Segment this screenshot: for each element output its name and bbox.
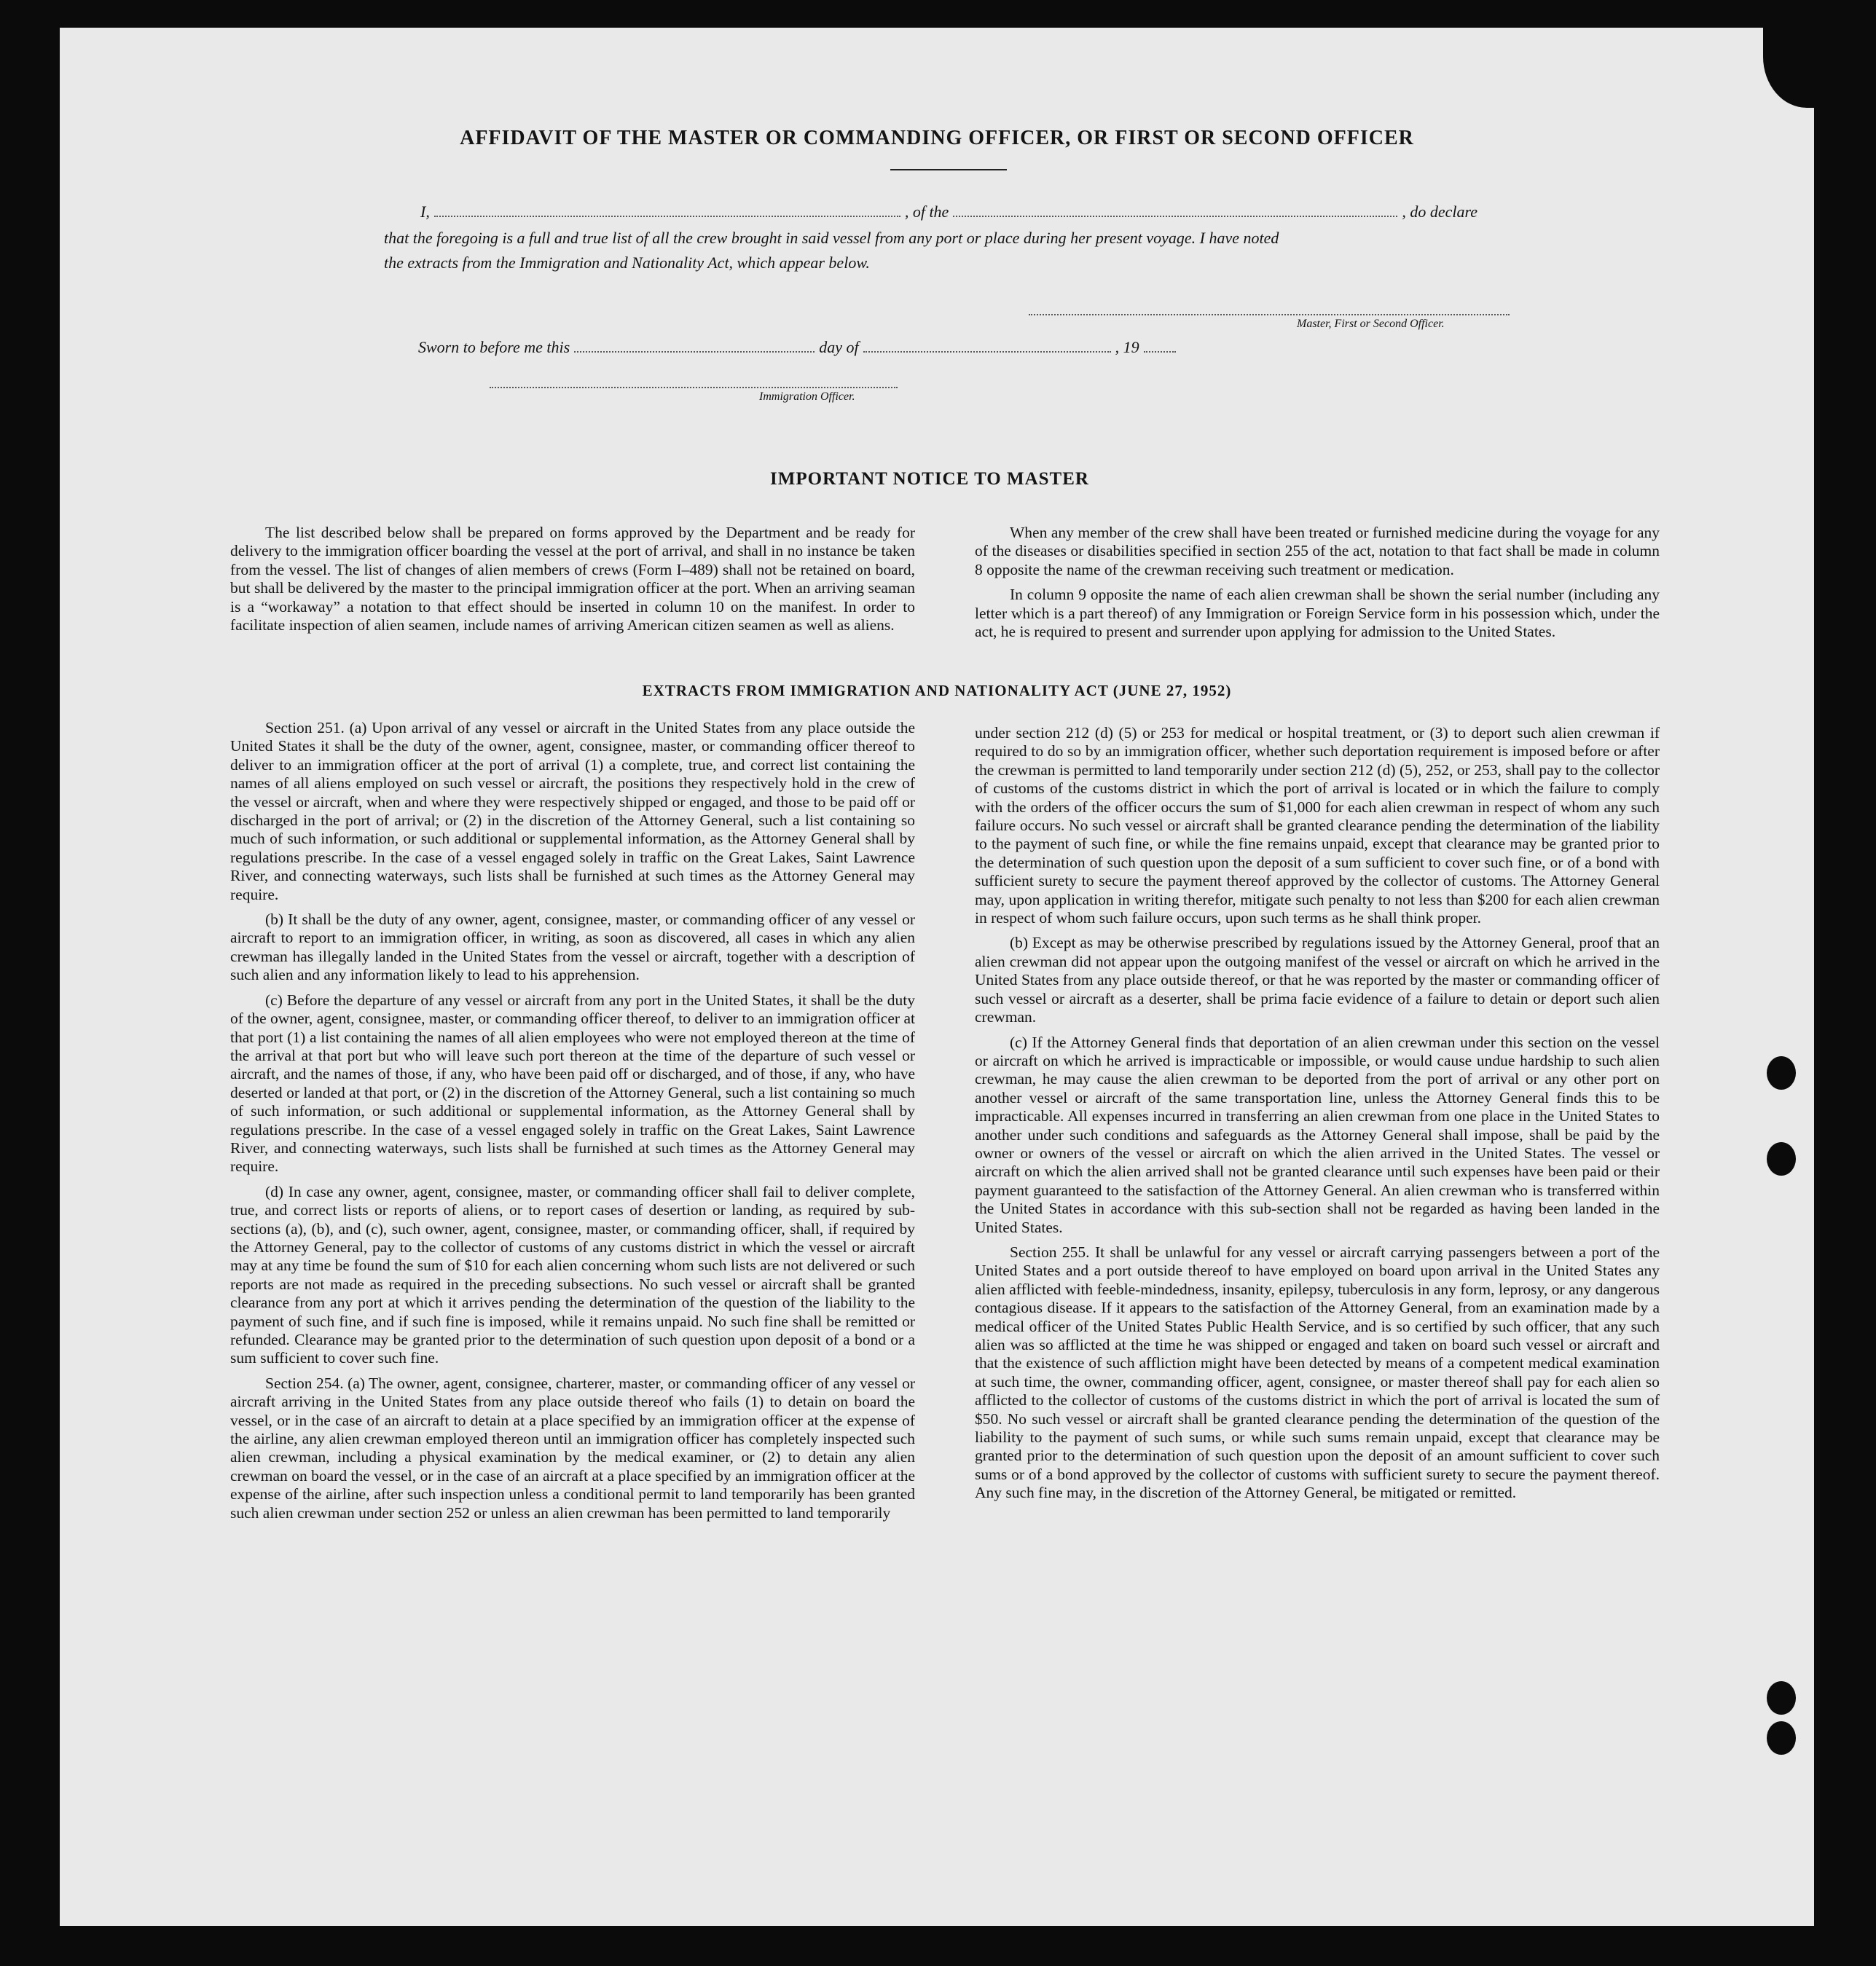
section-254-c: (c) If the Attorney General finds that deportation of an alien crewman under this section on the vessel or aircraft on which he arrived is impracticable or impossible, or would cause undue hardship to such alien crewman, he may cause the alien crewman to be deported from the port of arrival or any other port on another vessel or aircraft of the same transportation line, unless the Attorney General finds this to be impracticable. All expenses incurred in transferring an alien crewman from one place in the United States to another under such conditions and safeguards as the Attorney General shall impose, shall be paid by the owner or owners of the vessel or aircraft on which the alien arrived in the United States. The vessel or aircraft on which the alien arrived shall not be granted clearance until such expenses have been paid or their payment guaranteed to the satisfaction of the Attorney General. An alien crewman who is transferred within the United States in accordance with this sub-section shall not be regarded as having been landed in the United States.: [975, 1033, 1660, 1236]
notice-right-paragraph-1: When any member of the crew shall have been treated or furnished medicine during the voyage for any of the diseases or disabilities specified in section 255 of the act, notation to that fact shall be made in column 8 opposite the name of the crewman receiving such treatment or medication.: [975, 524, 1660, 578]
master-signature-line[interactable]: [1029, 313, 1510, 315]
year-label: , 19: [1115, 338, 1139, 356]
affidavit-declare: , do declare: [1402, 203, 1477, 221]
master-caption: Master, First or Second Officer.: [1297, 318, 1445, 330]
sworn-month-blank[interactable]: [863, 350, 1111, 353]
sworn-day-blank[interactable]: [574, 350, 815, 353]
punch-hole-3: [1767, 1681, 1796, 1715]
sworn-year-blank[interactable]: [1144, 350, 1176, 353]
notice-title: IMPORTANT NOTICE TO MASTER: [770, 469, 1089, 489]
section-251-b: (b) It shall be the duty of any owner, agent, consignee, master, or commanding officer of any vessel or aircraft to report to an immigration officer, in writing, as soon as discovered, all cases in which any alien crewman has illegally landed in the United States from the vessel or aircraft, together with a description of such alien and any information likely to lead to his apprehension.: [230, 911, 915, 984]
extracts-title: EXTRACTS FROM IMMIGRATION AND NATIONALITY ACT (JUNE 27, 1952): [642, 682, 1232, 699]
section-254-a-continued: under section 212 (d) (5) or 253 for medical or hospital treatment, or (3) to deport such alien crewman if required to do so by an immigration officer, whether such deportation requirement is imposed before or after the crewman is permitted to land temporarily under section 212 (d) (5), 252, or 253, shall pay to the collector of customs of the customs district in which the port of arrival is located or in which the failure to comply with the orders of the officer occurs the sum of $1,000 for each alien crewman in respect of whom any such failure occurs. No such vessel or aircraft shall be granted clearance pending the determination of the liability to the payment of such fine, or while the fine remains unpaid, except that clearance may be granted prior to the determination of such question upon the deposit of a sum sufficient to cover such fine, or of a bond with sufficient surety to secure the payment thereof approved by the collector of customs. The Attorney General may, upon application in writing therefor, mitigate such penalty to not less than $200 for each alien crewman in respect of whom such failure occurs, upon such terms as he shall think proper.: [975, 724, 1660, 927]
name-blank[interactable]: [434, 215, 900, 217]
notice-right-paragraph-2: In column 9 opposite the name of each alien crewman shall be shown the serial number (including any letter which is a part thereof) of any Immigration or Foreign Service form in his possession which, under the act, he is required to present and surrender upon applying for admission to the United States.: [975, 586, 1660, 641]
title-rule: [890, 169, 1007, 170]
section-254-b: (b) Except as may be otherwise prescribed by regulations issued by the Attorney General, proof that an alien crewman did not appear upon the outgoing manifest of the vessel or aircraft on which he arrived in the United States from any place outside thereof, or that he was reported by the master or commanding officer of such vessel or aircraft as a deserter, shall be prima facie evidence of a failure to detain or deport such alien crewman.: [975, 934, 1660, 1026]
section-254-a: Section 254. (a) The owner, agent, consignee, charterer, master, or commanding officer of any vessel or aircraft arriving in the United States from any place outside thereof who fails (1) to detain on board the vessel, or in the case of an aircraft to detain at a place specified by an immigration officer at the expense of the airline, any alien crewman employed thereon until an immigration officer has completely inspected such alien crewman, including a physical examination by the medical examiner, or (2) to detain any alien crewman on board the vessel, or in the case of an aircraft at a place specified by an immigration officer at the expense of the airline, after such inspection unless a conditional permit to land temporarily has been granted such alien crewman under section 252 or unless an alien crewman has been permitted to land temporarily: [230, 1374, 915, 1522]
affidavit-of-the: , of the: [904, 203, 949, 221]
affidavit-i: I,: [420, 203, 430, 221]
section-251-a: Section 251. (a) Upon arrival of any vessel or aircraft in the United States from any place outside the United States it shall be the duty of the owner, agent, consignee, master, or commanding officer thereof to deliver to an immigration officer at the port of arrival (1) a complete, true, and correct list containing the names of all aliens employed on such vessel or aircraft, the positions they respectively hold in the crew of the vessel or aircraft, when and where they were respectively shipped or engaged, and those to be paid off or discharged in the port of arrival; or (2) in the discretion of the Attorney General, such a list containing so much of such information, or such additional or supplemental information, as the Attorney General shall by regulations prescribe. In the case of a vessel engaged solely in traffic on the Great Lakes, Saint Lawrence River, and connecting waterways, such lists shall be furnished at such times as the Attorney General may require.: [230, 719, 915, 903]
section-251-d: (d) In case any owner, agent, consignee, master, or commanding officer shall fail to deliver complete, true, and correct lists or reports of aliens, or to report cases of desertion or landing, as required by sub-sections (a), (b), and (c), such owner, agent, consignee, master, or commanding officer, shall, if required by the Attorney General, pay to the collector of customs of any customs district in which the vessel or aircraft may at any time be found the sum of $10 for each alien concerning whom such lists are not delivered or such reports are not made as required in the preceding subsections. No such vessel or aircraft shall be granted clearance from any port at which it arrives pending the determination of the question of the liability to the payment of such fine, and if such fine is imposed, while it remains unpaid. No such fine shall be remitted or refunded. Clearance may be granted prior to the determination of such question upon deposit of a bond or a sum sufficient to cover such fine.: [230, 1182, 915, 1367]
section-255: Section 255. It shall be unlawful for any vessel or aircraft carrying passengers between a port of the United States and a port outside thereof to have employed on board upon arrival in the United States any alien afflicted with feeble-mindedness, insanity, epilepsy, tuberculosis in any form, leprosy, or any dangerous contagious disease. If it appears to the satisfaction of the Attorney General, from an examination made by a medical officer of the United States Public Health Service, and is so certified by such officer, that any such alien was so afflicted at the time he was shipped or engaged and taken on board such vessel or aircraft and that the existence of such affliction might have been detected by means of a competent medical examination at such time, the owner, commanding officer, agent, consignee, or master thereof shall pay for each alien so afflicted to the collector of customs of the customs district in which the port of arrival is located the sum of $50. No such vessel or aircraft shall be granted clearance pending the determination of the question of the liability to the payment of such sums, or while such sums remain unpaid, except that clearance may be granted prior to the determination of such question upon the deposit of an amount sufficient to cover such sums or of a bond approved by the collector of customs with sufficient surety to secure the payment thereof. Any such fine may, in the discretion of the Attorney General, be mitigated or remitted.: [975, 1243, 1660, 1502]
affidavit-line-2: that the foregoing is a full and true list of all the crew brought in said vessel from any port or place during her present voyage. I have noted: [384, 229, 1279, 247]
punch-hole-4: [1767, 1721, 1796, 1755]
section-251-c: (c) Before the departure of any vessel or aircraft from any port in the United States, it shall be the duty of the owner, agent, consignee, master, or commanding officer thereof, to deliver to an immigration officer at that port (1) a list containing the names of all alien employees who were not employed thereon at the time of the arrival at that port but who will leave such port thereon at the time of the departure of such vessel or aircraft, and the names of those, if any, who have been paid off or discharged, and of those, if any, who have deserted or landed at that port, or (2) in the discretion of the Attorney General, such a list containing so much of such information, or such additional or supplemental information, as the Attorney General shall by regulations prescribe. In the case of a vessel engaged solely in traffic on the Great Lakes, Saint Lawrence River, and connecting waterways, such lists shall be furnished at such times as the Attorney General may require.: [230, 991, 915, 1176]
day-of-label: day of: [819, 338, 859, 356]
punch-hole-1: [1767, 1056, 1796, 1090]
officer-caption: Immigration Officer.: [759, 390, 855, 403]
notice-left-paragraph: The list described below shall be prepared on forms approved by the Department and be ready for delivery to the immigration officer boarding the vessel at the port of arrival, and shall in no instance be taken from the vessel. The list of changes of alien members of crews (Form I–489) shall not be retained on board, but shall be delivered by the master to the principal immigration officer at the port. When an arriving seaman is a “workaway” a notation to that effect should be inserted in column 10 on the manifest. In order to facilitate inspection of alien seamen, include names of arriving American citizen seamen as well as aliens.: [230, 524, 915, 634]
affidavit-line-3: the extracts from the Immigration and Nationality Act, which appear below.: [384, 253, 870, 272]
affidavit-line-1: [420, 203, 1477, 221]
notice-left-column: [230, 524, 915, 641]
punch-hole-2: [1767, 1142, 1796, 1176]
extracts-right-column: [975, 724, 1660, 1509]
sworn-label: Sworn to before me this: [418, 338, 570, 356]
officer-signature-line[interactable]: [490, 386, 898, 388]
torn-corner: [1763, 28, 1814, 108]
extracts-left-column: [230, 719, 915, 1529]
vessel-blank[interactable]: [953, 215, 1397, 217]
document-page: [60, 28, 1814, 1926]
affidavit-title: AFFIDAVIT OF THE MASTER OR COMMANDING OFFICER, OR FIRST OR SECOND OFFICER: [460, 127, 1414, 149]
notice-right-column: [975, 524, 1660, 648]
sworn-line: [418, 338, 1180, 357]
